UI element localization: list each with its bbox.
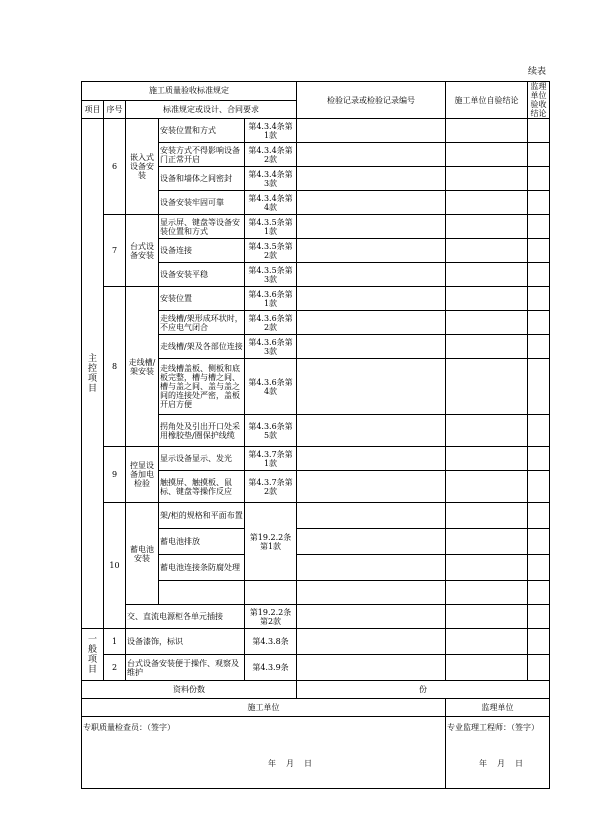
result-cell	[528, 581, 550, 605]
result-cell	[446, 555, 528, 581]
construction-date: 年月日	[268, 759, 322, 768]
construction-unit-title: 施工单位	[82, 699, 446, 717]
requirement-cell: 显示设备显示、发光	[159, 447, 245, 471]
result-cell	[528, 263, 550, 287]
group-name: 嵌入式设备安装	[126, 119, 159, 215]
result-cell	[528, 415, 550, 447]
seq-number: 6	[104, 119, 126, 215]
seq-number: 1	[104, 629, 126, 655]
engineer-signature: 专业监理工程师：（签字）	[446, 717, 550, 789]
clause-cell: 第4.3.8条	[245, 629, 297, 655]
result-cell	[528, 471, 550, 503]
result-cell	[528, 215, 550, 239]
table-row	[82, 215, 550, 239]
table-row	[82, 629, 550, 655]
result-cell	[297, 167, 446, 191]
result-cell	[297, 581, 446, 605]
clause-cell: 第19.2.2条第2款	[245, 605, 297, 629]
clause-cell: 第4.3.9条	[245, 655, 297, 681]
header-record: 检验记录或检验记录编号	[297, 82, 446, 119]
result-cell	[528, 555, 550, 581]
seq-number: 8	[104, 287, 126, 447]
table-row	[82, 447, 550, 471]
requirement-cell: 设备漆饰，标识	[126, 629, 245, 655]
result-cell	[297, 335, 446, 359]
result-cell	[446, 655, 528, 681]
header-item: 项目	[82, 100, 104, 119]
table-row	[82, 503, 550, 529]
result-cell	[446, 335, 528, 359]
inspector-signature: 专职质量检查员：（签字）	[82, 717, 446, 789]
group-name: 蓄电池安装	[126, 503, 159, 605]
result-cell	[297, 471, 446, 503]
clause-cell: 第4.3.6条第1款	[245, 287, 297, 311]
requirement-cell: 拐角处及引出开口处采用橡胶垫/圈保护线缆	[159, 415, 245, 447]
result-cell	[446, 191, 528, 215]
requirement-cell: 走线槽盖板、侧板和底板完整，槽与槽之间、槽与盖之间、盖与盖之间的连接处严密，盖板开启方便	[159, 359, 245, 415]
header-requirement: 标准规定或设计、合同要求	[126, 100, 297, 119]
clause-cell	[245, 581, 297, 605]
requirement-cell: 走线槽/架及各部位连接	[159, 335, 245, 359]
seq-number: 2	[104, 655, 126, 681]
result-cell	[528, 605, 550, 629]
result-cell	[528, 143, 550, 167]
clause-cell: 第4.3.4条第4款	[245, 191, 297, 215]
result-cell	[446, 215, 528, 239]
header-supervision-check: 监理单位验收结论	[528, 82, 550, 119]
result-cell	[297, 215, 446, 239]
header-seq: 序号	[104, 100, 126, 119]
result-cell	[528, 503, 550, 529]
clause-cell: 第4.3.6条第2款	[245, 311, 297, 335]
result-cell	[297, 239, 446, 263]
result-cell	[528, 529, 550, 555]
seq-number: 7	[104, 215, 126, 287]
result-cell	[528, 119, 550, 143]
requirement-cell: 安装方式不得影响设备门正常开启	[159, 143, 245, 167]
vertical-label: 主控项目	[88, 353, 98, 394]
result-cell	[446, 471, 528, 503]
result-cell	[446, 415, 528, 447]
result-cell	[446, 239, 528, 263]
header-standard: 施工质量验收标准规定	[82, 82, 297, 101]
clause-cell: 第4.3.5条第2款	[245, 239, 297, 263]
group-name: 控显设备加电检验	[126, 447, 159, 503]
result-cell	[446, 119, 528, 143]
seq-number: 9	[104, 447, 126, 503]
result-cell	[446, 359, 528, 415]
clause-cell: 第4.3.4条第3款	[245, 167, 297, 191]
requirement-cell: 蓄电池排放	[159, 529, 245, 555]
result-cell	[297, 191, 446, 215]
result-cell	[446, 581, 528, 605]
clause-cell: 第4.3.4条第1款	[245, 119, 297, 143]
result-cell	[297, 529, 446, 555]
result-cell	[528, 335, 550, 359]
result-cell	[446, 167, 528, 191]
inspection-table	[81, 81, 550, 789]
result-cell	[297, 287, 446, 311]
result-cell	[297, 605, 446, 629]
result-cell	[297, 143, 446, 167]
result-cell	[528, 359, 550, 415]
clause-cell: 第4.3.7条第1款	[245, 447, 297, 471]
clause-cell: 第4.3.4条第2款	[245, 143, 297, 167]
result-cell	[528, 167, 550, 191]
result-cell	[446, 529, 528, 555]
result-cell	[446, 263, 528, 287]
result-cell	[528, 191, 550, 215]
result-cell	[297, 119, 446, 143]
group-name: 走线槽/架安装	[126, 287, 159, 447]
result-cell	[297, 311, 446, 335]
requirement-cell: 交、直流电源柜各单元插接	[126, 605, 245, 629]
result-cell	[446, 143, 528, 167]
table-row	[82, 717, 550, 789]
result-cell	[528, 287, 550, 311]
result-cell	[446, 311, 528, 335]
result-cell	[446, 629, 528, 655]
clause-cell: 第19.2.2条第1款	[245, 503, 297, 581]
main-group-label	[82, 119, 104, 629]
requirement-cell: 设备安装牢固可靠	[159, 191, 245, 215]
summary-label: 资料份数	[82, 681, 297, 699]
result-cell	[446, 447, 528, 471]
clause-cell: 第4.3.5条第1款	[245, 215, 297, 239]
result-cell	[528, 447, 550, 471]
result-cell	[528, 655, 550, 681]
result-cell	[528, 311, 550, 335]
supervision-unit-title: 监理单位	[446, 699, 550, 717]
result-cell	[528, 239, 550, 263]
table-row	[82, 119, 550, 143]
requirement-cell: 设备安装平稳	[159, 263, 245, 287]
clause-cell: 第4.3.6条第5款	[245, 415, 297, 447]
result-cell	[297, 415, 446, 447]
vertical-label: 一般项目	[88, 634, 98, 675]
result-cell	[297, 629, 446, 655]
continued-label: 续表	[528, 67, 547, 77]
clause-cell: 第4.3.5条第3款	[245, 263, 297, 287]
table-row	[82, 655, 550, 681]
requirement-cell: 蓄电池连接条防腐处理	[159, 555, 245, 581]
requirement-cell	[159, 581, 245, 605]
table-row	[82, 699, 550, 717]
general-group-label	[82, 629, 104, 681]
requirement-cell: 设备和墙体之间密封	[159, 167, 245, 191]
result-cell	[297, 263, 446, 287]
table-row	[82, 605, 550, 629]
table-row	[82, 82, 550, 101]
requirement-cell: 安装位置	[159, 287, 245, 311]
header-self-check: 施工单位自验结论	[446, 82, 528, 119]
result-cell	[528, 629, 550, 655]
result-cell	[446, 605, 528, 629]
group-name: 台式设备安装	[126, 215, 159, 287]
seq-number: 10	[104, 503, 126, 629]
requirement-cell: 走线槽/架形成环状时，不应电气闭合	[159, 311, 245, 335]
result-cell	[297, 655, 446, 681]
clause-cell: 第4.3.6条第4款	[245, 359, 297, 415]
result-cell	[446, 287, 528, 311]
table-row	[82, 287, 550, 311]
requirement-cell: 安装位置和方式	[159, 119, 245, 143]
requirement-cell: 架/柜的规格和平面布置	[159, 503, 245, 529]
result-cell	[297, 555, 446, 581]
clause-cell: 第4.3.7条第2款	[245, 471, 297, 503]
result-cell	[297, 359, 446, 415]
requirement-cell: 台式设备安装便于操作、观察及维护	[126, 655, 245, 681]
result-cell	[297, 503, 446, 529]
clause-cell: 第4.3.6条第3款	[245, 335, 297, 359]
result-cell	[297, 447, 446, 471]
requirement-cell: 设备连接	[159, 239, 245, 263]
summary-unit: 份	[297, 681, 550, 699]
supervision-date: 年月日	[479, 759, 533, 768]
result-cell	[446, 503, 528, 529]
requirement-cell: 显示屏、键盘等设备安装位置和方式	[159, 215, 245, 239]
table-row	[82, 681, 550, 699]
requirement-cell: 触摸屏、触摸板、鼠标、键盘等操作反应	[159, 471, 245, 503]
